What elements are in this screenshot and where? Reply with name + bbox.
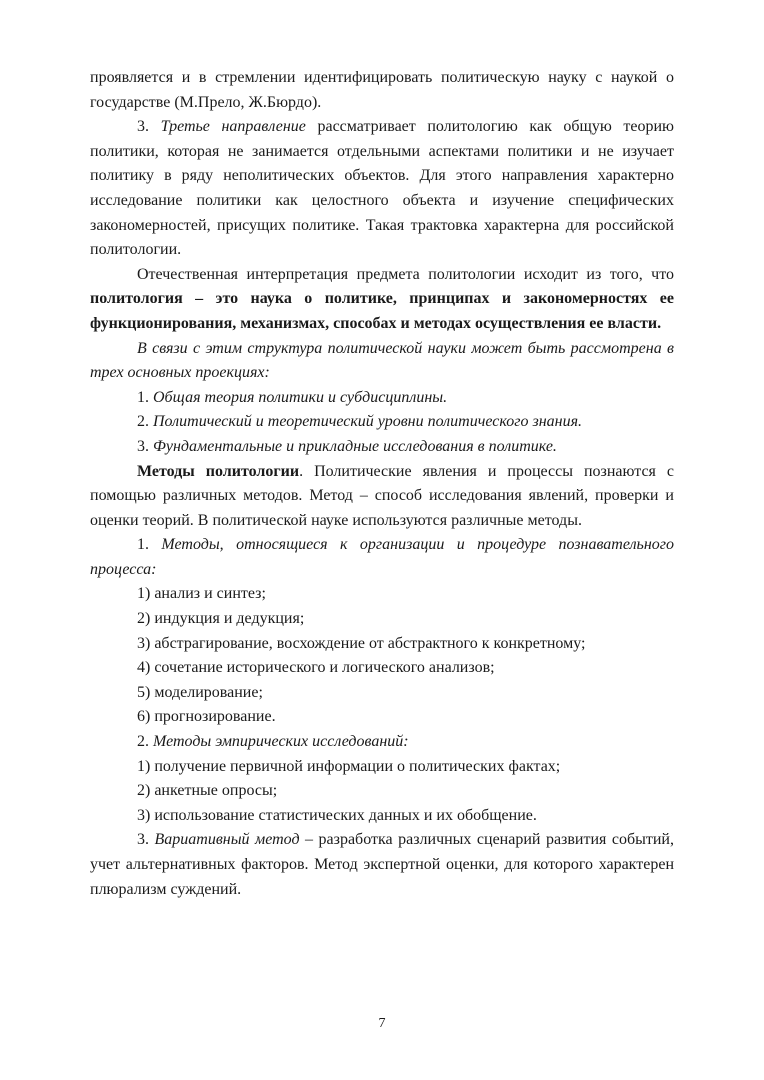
definition-bold: политология – это наука о политике, принципах и закономерностях ее функционирования, механизмах, способах и методах осуществления ее власти.: [90, 290, 674, 332]
method-group-title: Методы эмпирических исследований:: [153, 733, 409, 751]
projection-text: Фундаментальные и прикладные исследования в политике.: [153, 437, 557, 455]
list-item: 3) использование статистических данных и их обобщение.: [137, 806, 537, 824]
list-item: 1) получение первичной информации о политических фактах;: [137, 757, 561, 775]
method-group-1: [90, 533, 674, 582]
list-number: 3.: [137, 118, 161, 136]
projection-text: Политический и теоретический уровни политического знания.: [153, 413, 582, 431]
list-item: 5) моделирование;: [137, 683, 263, 701]
method-group-text: – разработка различных сценарий развития событий, учет альтернативных факторов. Метод экспертной оценки, для которого характерен плюрализм суждений.: [90, 831, 674, 898]
list-item: 6) прогнозирование.: [137, 708, 276, 726]
methods-text: . Политические явления и процессы познаются с помощью различных методов. Метод – способ исследования явлений, проверки и оценки теорий. В политической науке используются различные методы.: [90, 462, 674, 529]
method-group-title: Вариативный метод: [154, 831, 300, 849]
list-item: 2) анкетные опросы;: [137, 782, 278, 800]
list-number: 3.: [137, 437, 153, 455]
structure-text: В связи с этим структура политической науки может быть рассмотрена в трех основных проекциях:: [90, 339, 674, 382]
page-number: 7: [378, 1016, 386, 1031]
list-item: 1) анализ и синтез;: [137, 585, 266, 603]
list-item: 2) индукция и дедукция;: [137, 610, 305, 628]
definition-intro: Отечественная интерпретация предмета политологии исходит из того, что: [137, 265, 674, 283]
method-group-title: Методы, относящиеся к организации и процедуре познавательного процесса:: [90, 536, 675, 578]
method-group-3: [90, 828, 674, 902]
list-number: 1.: [137, 388, 153, 406]
methods-heading: Методы политологии: [137, 462, 300, 480]
projection-item-3: [90, 435, 674, 460]
third-direction-text: рассматривает политологию как общую теорию политики, которая не занимается отдельными аспектами политики и не изучает политику в ряду неполитических объектов. Для этого направления характерно исследование политики как целостного объекта и изучение специфических закономерностей, присущих политике. Такая трактовка характерна для российской политологии.: [90, 118, 675, 259]
projection-text: Общая теория политики и субдисциплины.: [153, 388, 448, 406]
list-number: 3.: [137, 831, 155, 849]
list-item: 4) сочетание исторического и логического анализов;: [137, 659, 495, 677]
method-group-2: [90, 730, 674, 755]
projection-item-1: [90, 386, 674, 411]
projection-item-2: [90, 410, 674, 435]
paragraph-state-science: проявляется и в стремлении идентифицировать политическую науку с наукой о государстве (М.Прело, Ж.Бюрдо).: [90, 69, 674, 111]
list-item: 3) абстрагирование, восхождение от абстрактного к конкретному;: [137, 634, 586, 652]
paragraph-third-direction: [90, 115, 674, 263]
page-body: [90, 66, 674, 902]
list-number: 2.: [137, 733, 153, 751]
paragraph-structure: [90, 337, 674, 386]
paragraph-methods: [90, 460, 674, 534]
list-number: 2.: [137, 413, 153, 431]
third-direction-term: Третье направление: [160, 118, 306, 136]
paragraph-definition: [90, 263, 674, 337]
list-number: 1.: [137, 536, 162, 554]
